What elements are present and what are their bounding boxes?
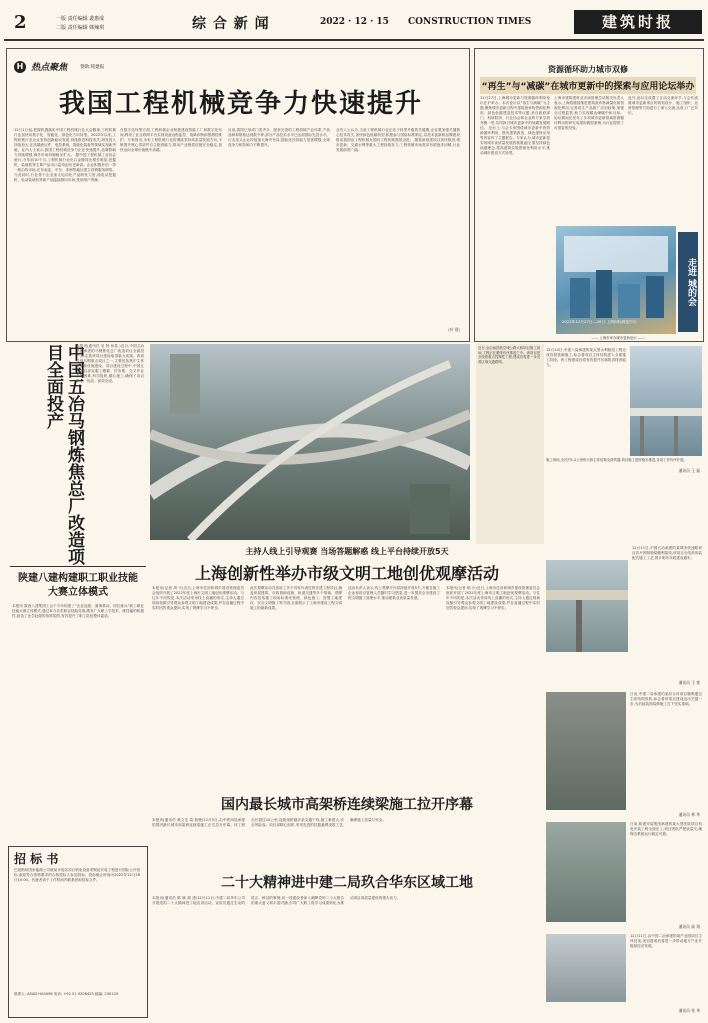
lead-col-3: 目前,我国已形成门类齐全、配套完善的工程机械产业体系,产品品种和规格达到数千种,部分产品技术水平已达到国际先进水平。行业龙头企业持续加大海外布局,国际化经营能力显著增强,全球竞争力和影响力不断提升。 bbox=[228, 128, 330, 147]
forum-poster-graphic bbox=[556, 226, 676, 334]
middle-headline: 上海创新性举办市级文明工地创优观摩活动 bbox=[194, 564, 499, 583]
bridge-graphic bbox=[630, 346, 702, 456]
right-feature-col-3: 此外,论坛还设置了互动交流环节,与会代表就城市更新项目的规划设计、施工组织、运营管理等方面进行了深入交流,达成了广泛共识。 bbox=[628, 96, 698, 115]
left-vertical-headline: 中国五冶马钢炼焦总厂改造项目全面投产 bbox=[43, 344, 84, 565]
right-item-2-photo bbox=[546, 560, 628, 652]
right-item-1-text: 12月10日,中建八局承建的某大型水利枢纽工程完成首段管廊施工,标志着项目主体结构进入全面施工阶段。该工程建成后将有效提升区域防洪排涝能力。 bbox=[546, 348, 626, 367]
header-rule bbox=[4, 39, 704, 41]
right-item-5-credit: 通讯员 张 华 bbox=[678, 1008, 700, 1013]
right-feature-paragraph-4: 论坛期间还发布了多项城市更新领域资源循环利用的研究成果和典型案例,为行业提供了可借鉴的经验。 bbox=[554, 116, 624, 130]
masthead-logo: 建筑时报 bbox=[574, 10, 702, 34]
second-middle-headline: 国内最长城市高架桥连续梁施工拉开序幕 bbox=[221, 797, 473, 813]
lead-col-4 bbox=[336, 128, 460, 328]
tender-ad-body: 巴基斯坦国家能源公司就某水电站项目机电设备采购及安装工程进行国际公开招标,欢迎符合资格要求的合格投标人参加投标。投标截止时间为2022年12月26日10:00。有意者请于工作时间内联系获取招标文件。 bbox=[14, 868, 140, 882]
lead-col-1 bbox=[14, 128, 116, 333]
highway-photo-graphic bbox=[150, 344, 470, 540]
second-middle-body: 本报讯(通讯员 黄文龙 葛 航俊)12月5日,由中铁四局承建的国内最长城市高架桥连续梁施工正式拉开序幕。该工程全长超过10公里,连续梁跨越多条交通干线,施工难度大,安全风险高。项目部精心组织,采用先进的挂篮悬臂浇筑工艺,确保施工质量与安全。 bbox=[152, 818, 386, 827]
right-item-1-photo bbox=[630, 346, 702, 456]
right-feature-col-1 bbox=[480, 96, 550, 336]
middle-col-4: 本报讯(记者 胡 小)近日,上海市住房和城乡建设管理委员会组织开展了2022年度上海市文明工地创优观摩活动。与往年不同的是,本次活动采用线上直播的形式,主持人通过现场视频引导观众参观文明工地建设成果,并在直播过程中实时回答观众提问,实现了观摩学习不停步。 bbox=[446, 586, 540, 610]
page-header bbox=[4, 6, 704, 40]
middle-col-2: 此次观摩活动共选取了多个具有代表性的在建工程项目,涵盖房屋建筑、市政基础设施、轨道交通等多个领域。观摩内容包括施工现场标准化管理、绿色施工、智慧工地建设、安全文明施工等方面,全面展示了上海市建设工程文明施工的最新成果。 bbox=[250, 586, 342, 610]
left-box-headline: 陕建八建构建职工职业技能大赛立体模式 bbox=[18, 573, 138, 598]
girder-graphic bbox=[546, 560, 628, 652]
highway-photo bbox=[150, 344, 470, 540]
lead-byline: (叶 建) bbox=[448, 327, 460, 332]
middle-col-1: 本报讯(记者 胡 小)近日,上海市住房和城乡建设管理委员会组织开展了2022年度上海市文明工地创优观摩活动。与往年不同的是,本次活动采用线上直播的形式,主持人通过现场视频引导观众参观文明工地建设成果,并在直播过程中实时回答观众提问,实现了观摩学习不停步。 bbox=[152, 586, 244, 610]
editor-line-1: 一版 责任编辑 裴惠成 bbox=[56, 16, 105, 22]
forum-poster-side-label: 走进 城的会 bbox=[678, 232, 698, 332]
bottom-body: 本报讯(通讯员 陈 晓 胡 建)12月11日,中建二局华东公司开展党的二十大精神进工地宣讲活动。宣讲员通过生动的语言、鲜活的事例,向一线建设者深入阐释党的二十大报告的重大意义和丰富内涵,引导广大职工将学习成果转化为推动项目高质量建设的强大动力。 bbox=[152, 896, 401, 905]
right-item-5-photo bbox=[546, 934, 626, 1002]
middle-subhead: 主持人线上引导观赛 当场答题解惑 线上平台持续开放5天 bbox=[245, 547, 449, 556]
right-item-1-credit: 通讯员 王 磊 bbox=[678, 468, 700, 473]
lead-paragraph-1: 12月1日起,把握机遇落实中国工程机械行业大会精神,工程机械行业加快向数字化、智能化、绿色化方向转型。2022年以来,工程机械行业企业坚持创新驱动发展,持续推进科技攻关,研发投入持续加大,在高端液压件、电控系统、智能化装备等领域实现新突破。业内人士表示,我国工程机械竞争力正在快速提升,品牌影响力持续增强,海外市场份额稳步扩大。 bbox=[14, 128, 116, 157]
paper-english-name: CONSTRUCTION TIMES bbox=[408, 17, 532, 27]
right-item-3-text: 日前,中建二局承建的某综合体项目顺利通过主体结构验收,标志着该项目建设迈出关键一步,为后续装饰装修施工打下坚实基础。 bbox=[630, 692, 702, 706]
hot-focus-label: 热点聚焦 bbox=[31, 63, 68, 73]
editor-line-2: 二版 责任编辑 韩辣琪 bbox=[56, 25, 105, 31]
right-feature-paragraph-3: 上海市建筑建材业市场管理总站相关负责人表示,上海将继续推进建筑废弃物减量化和资源化利用,完善再生产品推广应用政策,加强全过程监管,助力实现碳达峰碳中和目标。 bbox=[554, 96, 624, 115]
right-item-1-wide-caption: 施工现场,全长约1.2公里的大桥主体结构全面贯通,项目施工进度稳步推进,各项工作有序开展。 bbox=[546, 458, 687, 462]
forum-poster-caption: —— 上海市举办城市更新论坛 —— bbox=[591, 336, 645, 340]
left-vertical-body: 本报讯(通讯员 吴 特 孙卷 )近日,中国五冶集团承建的马钢焦化总厂改造项目全面投产,标志着该项目建设取得重大成果。该项目是马钢重点项目之一,主要包括焦炉主体及配套设施建设。项目建设过程中,中国五冶项目部克服工期紧、任务重、交叉作业多等困难,科学组织,精心施工,确保了项目安全、优质、高效完成。 bbox=[76, 344, 144, 383]
lead-headline: 我国工程机械竞争力快速提升 bbox=[58, 89, 423, 119]
forum-poster-image bbox=[556, 226, 676, 334]
lead-col-2: 在数字化转型方面,工程机械企业积极建设智能工厂和数字化车间,利用工业互联网平台实现设备远程监控、故障诊断和预测性维护。专家指出,未来工程机械行业将继续坚持高质量发展方向,不断提升核心零部件自主配套能力,推动产业链供应链安全稳定,加快迈向全球价值链中高端。 bbox=[120, 128, 222, 152]
tender-ad-title: 招 标 书 bbox=[14, 852, 59, 866]
right-item-4-credit: 通讯员 高 翔 bbox=[678, 924, 700, 929]
lead-paragraph-6: 随着新基建项目加快推进,城市更新、交通水利等重大工程持续发力,工程机械市场需求有望逐步回暖,行业发展前景广阔。 bbox=[336, 138, 460, 152]
right-item-3-photo bbox=[546, 692, 626, 810]
hot-focus-tag bbox=[14, 56, 104, 75]
lead-paragraph-2: 据中国工程机械工业协会统计,今年前10个月,工程机械行业出口金额同比增长明显,挖掘机、装载机等主要产品出口量均创历史新高。企业积极开拓一带一路沿线市场,在东南亚、中东、非洲等地区建立营销服务网络。与此同时,行业骨干企业加大电动化产品研发力度,纯电动挖掘机、电动装载机等新产品陆续推向市场,受到用户青睐。 bbox=[14, 153, 116, 182]
right-feature-paragraph-1: 11月27日,上海城市更新与资源循环利用论坛在沪举办。本次论坛以“再生与减碳”为主题,聚焦城市更新过程中建筑废弃物资源化利用、绿色低碳建造技术等议题,来自政府部门、科研院所、行业协会和企业的专家学者齐聚一堂,共同探讨城市更新中的低碳发展路径。 bbox=[480, 96, 550, 130]
tender-ad-contact: 联系人: ASAD HASHMI 电话: +92 51 9208425 邮编: 230129 bbox=[14, 992, 119, 996]
forum-poster-text: 2022年12月27日—29日 上海国际展览中心 bbox=[562, 320, 637, 324]
right-item-5-text: 12月11日,由中国二冶承建的某产业园项目主体封顶,项目建成后将进一步带动地方产业升级和经济发展。 bbox=[630, 934, 702, 948]
issue-date: 2022 · 12 · 15 bbox=[320, 17, 389, 27]
left-vertical-rule bbox=[10, 566, 146, 567]
right-feature-kicker: 资源循环助力城市双修 bbox=[548, 65, 628, 74]
right-feature-headline: “再生”与“减碳”在城市更新中的探索与应用论坛举办 bbox=[480, 77, 696, 94]
right-item-4-text: 日前,陕建安装集团承建的某大型医院项目机电安装工程全面完工,项目团队严把质量关,确保各系统运行稳定可靠。 bbox=[630, 822, 702, 836]
bottom-headline: 二十大精神进中建二局玖合华东区域工地 bbox=[221, 875, 473, 891]
middle-col-3: 活动负责人表示,线上观摩平台将持续开放5天,方便各施工企业和项目管理人员随时学习借鉴,进一步提高全市建设工程文明施工管理水平,推动建筑业高质量发展。 bbox=[348, 586, 440, 600]
hot-focus-sponsor: 赞助:铭建报 bbox=[80, 64, 105, 70]
left-box-body: 本报讯 陕西八建集团工会于今年构建了“企业选拔、赛事推动、岗位练兵”职工职业技能大赛立体模式,通过举办各类职业技能竞赛,激发广大职工学技术、练技能的积极性,营造了比学赶超的浓厚氛围,有效提升了职工队伍整体素质。 bbox=[12, 604, 144, 618]
right-item-2-text: 12月11日,中国五冶承建的某城市快速路项目首片预制箱梁顺利架设,该项目全线采用装配式施工工艺,预计明年年底建成通车。 bbox=[632, 546, 702, 560]
right-feature-paragraph-2: 论坛上,与会专家围绕城市更新中的资源循环利用、既有建筑改造、绿色建材应用等内容作了主题报告。专家认为,城市更新是实现城市高质量发展的重要途径,要坚持绿色低碳理念,提高建筑垃圾资源化利用水平,推动城市建设方式转型。 bbox=[480, 126, 550, 155]
page-number: 2 bbox=[14, 12, 27, 33]
hot-focus-icon: H bbox=[14, 61, 26, 73]
lead-paragraph-5: 业内人士认为,当前工程机械行业正处于转型升级的关键期,企业要加强关键核心技术攻关,加快绿色低碳转型,积极参与国际标准制定,以技术创新和品牌建设推动我国由工程机械大国向工程机械强国迈进。 bbox=[336, 128, 460, 142]
right-item-3-credit: 通讯员 林 华 bbox=[678, 812, 700, 817]
highway-photo-caption: 近日,全由南昌航空城公路大桥项目施工现场,工程正在紧张有序推进之中。该项目是全线的重点控制性工程,建成后将进一步完善区域交通路网。 bbox=[476, 344, 544, 544]
right-item-2-credit: 通讯员 王 豪 bbox=[678, 680, 700, 685]
section-title: 综 合 新 闻 bbox=[192, 16, 270, 32]
right-item-4-photo bbox=[546, 822, 626, 922]
